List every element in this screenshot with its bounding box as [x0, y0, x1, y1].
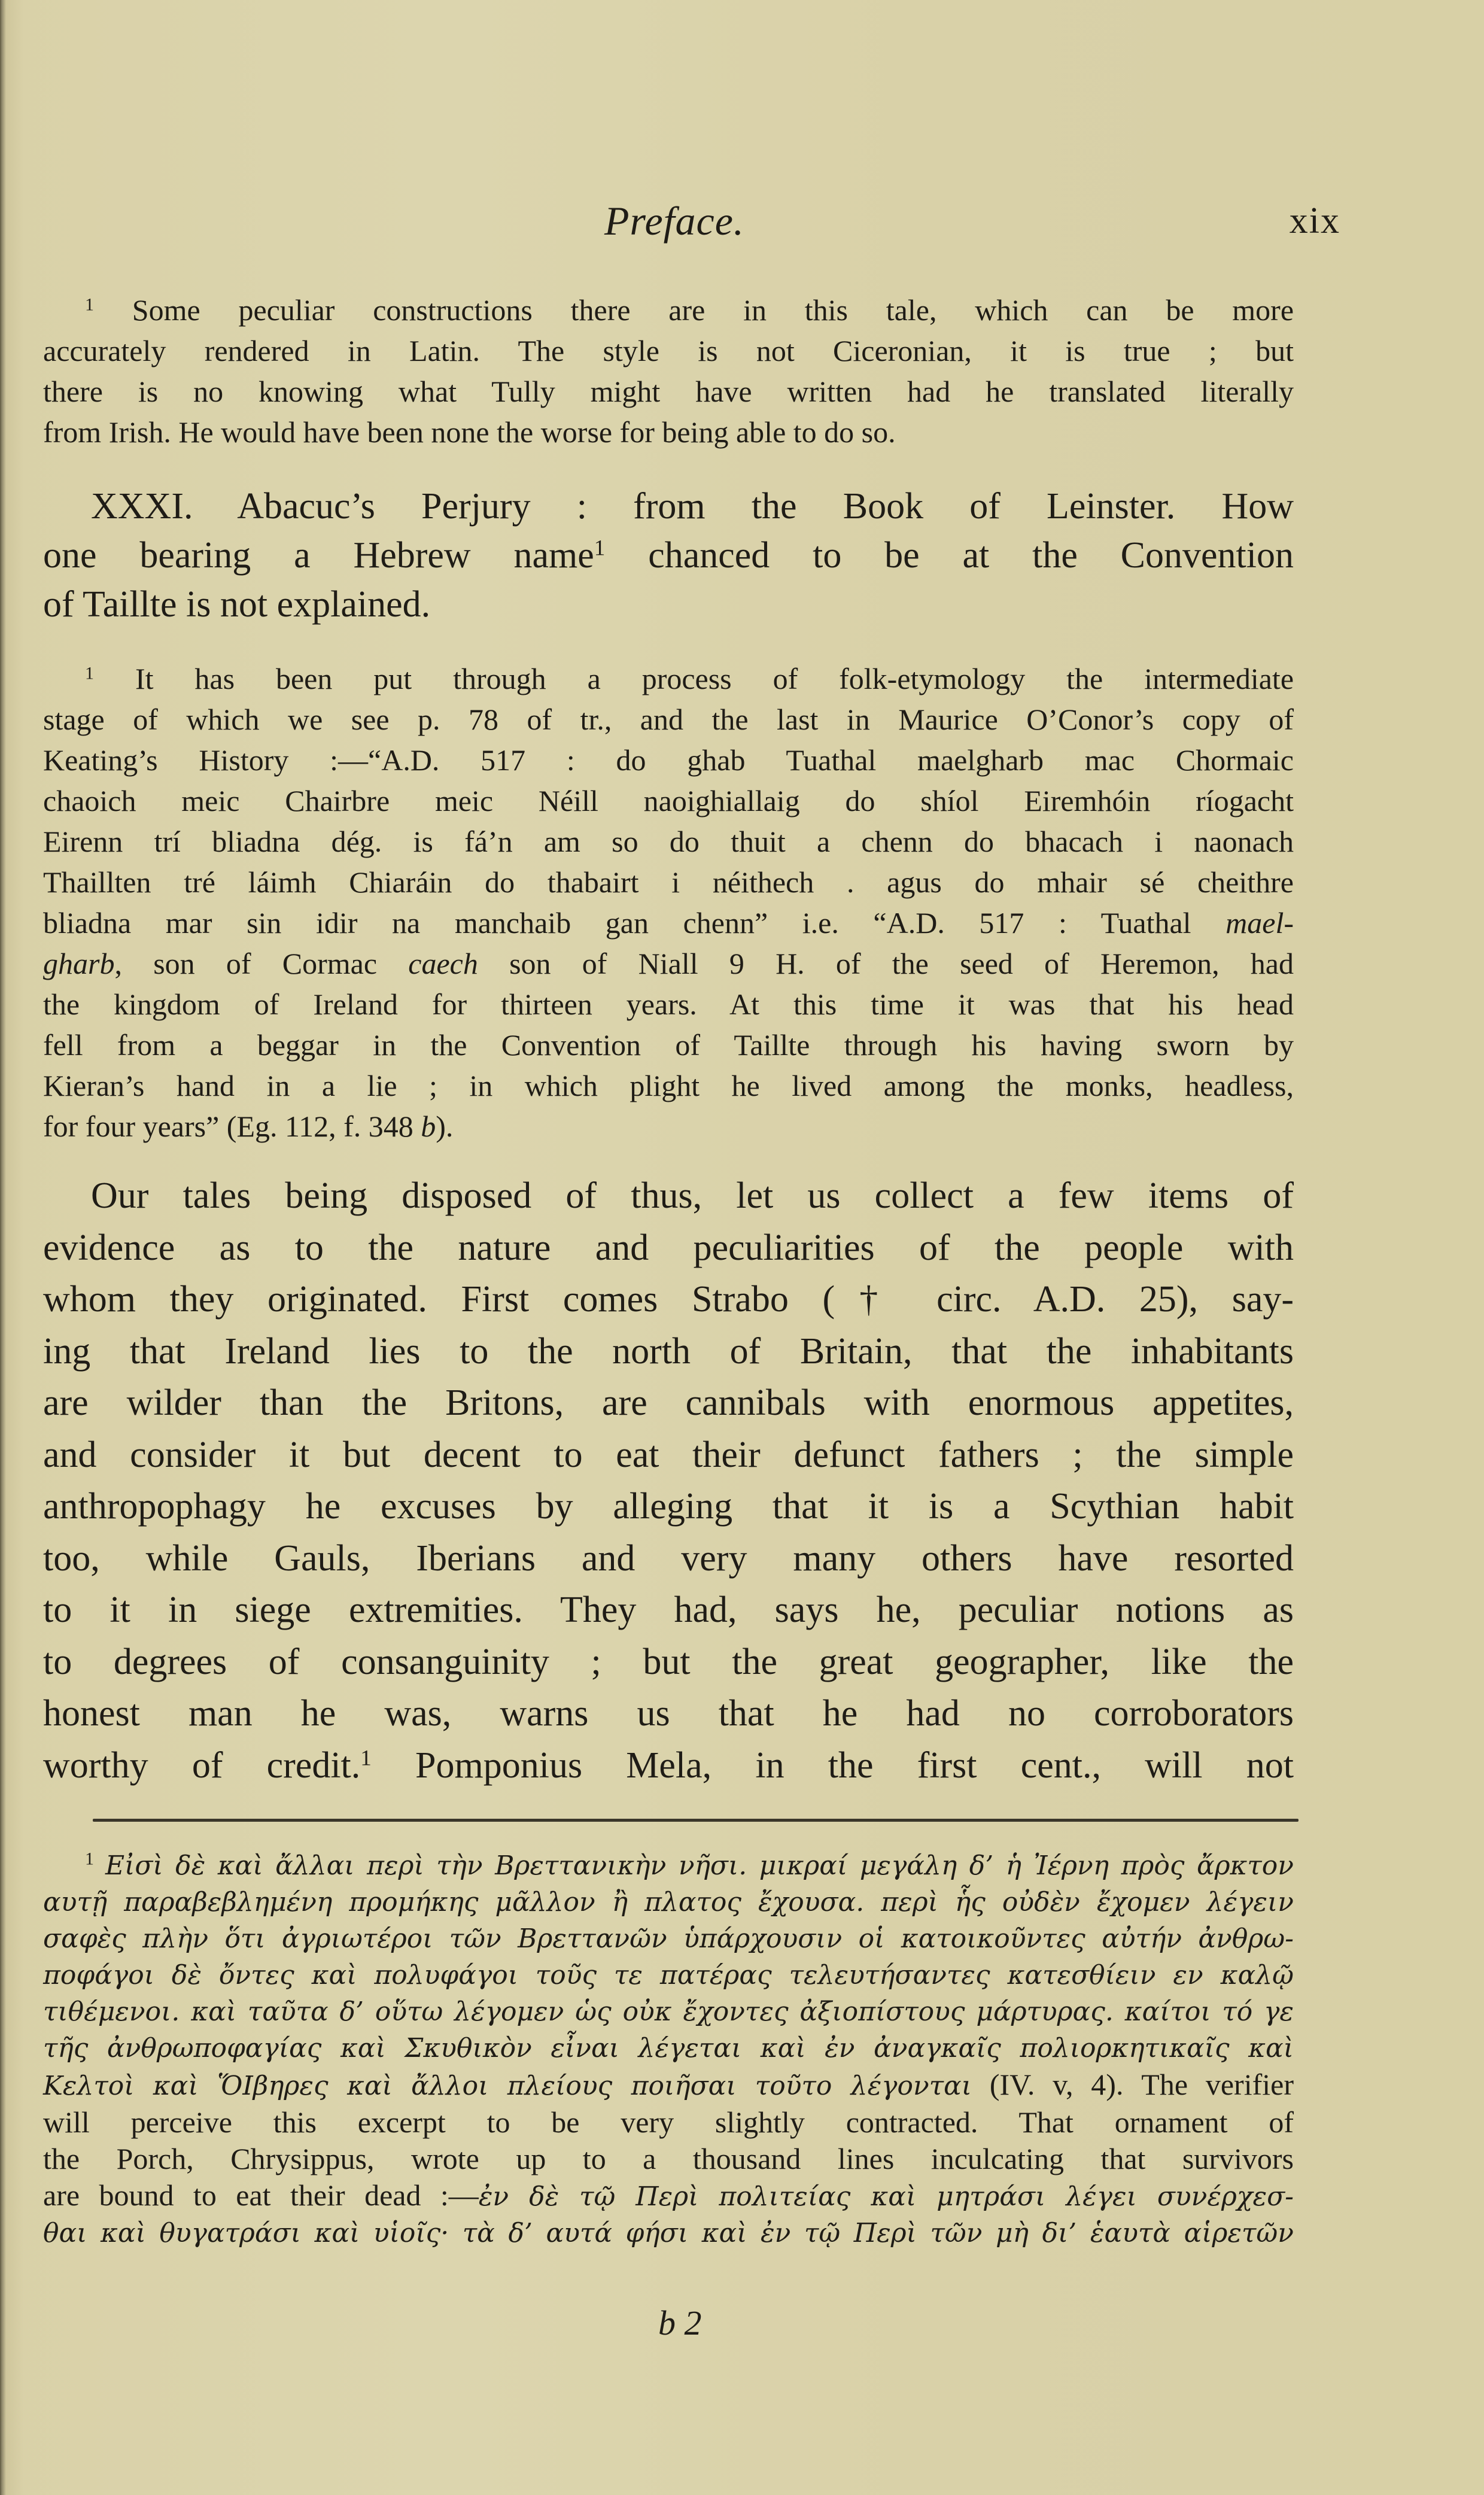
footnote-line: Thaillten tré láimh Chiaráin do thabairt i néithech . agus do mhair sé cheithre — [43, 865, 1294, 899]
paragraph-line: are wilder than the Britons, are cannibals with enormous appetites, — [43, 1382, 1294, 1423]
footnote-xxxi — [43, 658, 1294, 1147]
page-number: xix — [1289, 200, 1340, 241]
footnote-line: fell from a beggar in the Convention of Taillte through his having sworn by — [43, 1028, 1294, 1062]
paragraph-line: too, while Gauls, Iberians and very many others have resorted — [43, 1537, 1294, 1579]
footnote-line: for four years” (Eg. 112, f. 348 b). — [43, 1110, 454, 1143]
footnote-line: Kieran’s hand in a lie ; in which plight he lived among the monks, headless, — [43, 1069, 1294, 1102]
paragraph-line: whom they originated. First comes Strabo († circ. A.D. 25), say- — [43, 1279, 1294, 1320]
running-head — [604, 197, 1340, 263]
footnote-line: from Irish. He would have been none the worse for being able to do so. — [43, 415, 896, 449]
footnote-top — [43, 290, 1294, 452]
footnote-marker: 1 — [85, 1849, 94, 1869]
footnote-line: are bound to eat their dead :—ἐν δὲ τῷ Περὶ πολιτείας καὶ μητράσι λέγει συνέρχεσ- — [43, 2178, 1294, 2212]
paragraph-line: to it in siege extremities. They had, says he, peculiar notions as — [43, 1590, 1294, 1630]
footnote-marker: 1 — [85, 294, 94, 315]
footnote-line: Κελτοὶ καὶ ὍΙβηρες καὶ ἄλλοι πλείους ποιῆσαι τοῦτο λέγονται (IV. v, 4). The verifier — [43, 2068, 1294, 2101]
footnote-line: gharb, son of Cormac caech son of Niall 9 H. of the seed of Heremon, had — [43, 947, 1294, 980]
paragraph-line: anthropophagy he excuses by alleging that it is a Scythian habit — [43, 1486, 1294, 1527]
entry-heading-line: XXXI. Abacuc’s Perjury : from the Book of Leinster. How — [91, 486, 1294, 527]
footnote-ref: 1 — [594, 536, 606, 561]
paragraph-line: ing that Ireland lies to the north of Britain, that the inhabitants — [43, 1330, 1294, 1372]
footnote-line: bliadna mar sin idir na manchaib gan chenn” i.e. “A.D. 517 : Tuathal mael- — [43, 906, 1294, 940]
greek-text: Κελτοὶ καὶ ὍΙβηρες καὶ ἄλλοι πλείους ποιῆσαι τοῦτο λέγονται — [43, 2071, 972, 2101]
main-paragraph — [43, 1170, 1294, 1791]
footnote-line: stage of which we see p. 78 of tr., and the last in Maurice O’Conor’s copy of — [43, 703, 1294, 736]
greek-text: ἐν δὲ τῷ Περὶ πολιτείας καὶ μητράσι λέγει συνέρχεσ- — [478, 2181, 1294, 2212]
footnote-bottom — [43, 1846, 1294, 2251]
greek-text: αυτῇ παραβεβλημένη προμήκης μᾶλλον ἢ πλατος ἔχουσα. περὶ ἧς οὐδὲν ἔχομεν λέγειν — [43, 1887, 1294, 1917]
entry-line: of Taillte is not explained. — [43, 584, 431, 625]
paragraph-line: worthy of credit.$^1$ Pomponius Mela, in the first cent., will not — [43, 1745, 1294, 1786]
greek-text: σαφὲς πλὴν ὅτι ἀγριωτέροι τῶν Βρεττανῶν ὑπάρχουσιν οἱ κατοικοῦντες αὐτήν ἀνθρω- — [43, 1923, 1294, 1954]
footnote-divider — [93, 1819, 1298, 1822]
footnote-line: chaoich meic Chairbre meic Néill naoighiallaig do shíol Eiremhóin ríogacht — [43, 784, 1294, 818]
footnote-line — [43, 1846, 1294, 1884]
footnote-ref: 1 — [360, 1746, 372, 1771]
footnote-line: there is no knowing what Tully might have written had he translated literally — [43, 375, 1294, 408]
footnote-line: $^1$ Some peculiar constructions there are in this tale, which can be more — [85, 293, 1294, 327]
footnote-marker: 1 — [85, 663, 94, 683]
greek-text: τιθέμενοι. καὶ ταῦτα δ’ οὕτω λέγομεν ὡς οὐκ ἔχοντες ἀξιοπίστους μάρτυρας. καίτοι τό γε — [43, 1996, 1294, 2027]
entry-xxxi — [43, 482, 1294, 629]
paragraph-line: evidence as to the nature and peculiarities of the people with — [43, 1227, 1294, 1268]
footnote-line: accurately rendered in Latin. The style is not Ciceronian, it is true ; but — [43, 334, 1294, 367]
footnote-line: will perceive this excerpt to be very slightly contracted. That ornament of — [43, 2105, 1294, 2139]
paragraph-line: Our tales being disposed of thus, let us collect a few items of — [91, 1175, 1294, 1216]
paragraph-line: and consider it but decent to eat their defunct fathers ; the simple — [43, 1434, 1294, 1475]
greek-text: Εἰσὶ δὲ καὶ ἄλλαι περὶ τὴν Βρεττανικὴν νῆσι. μικραί μεγάλη δ’ ἡ Ἰέρνη πρὸς ἄρκτον — [105, 1850, 1294, 1881]
signature-mark: b 2 — [658, 2303, 702, 2342]
running-title: Preface. — [604, 198, 744, 244]
footnote-line: the Porch, Chrysippus, wrote up to a thousand lines inculcating that survivors — [43, 2142, 1294, 2175]
paragraph-line: to degrees of consanguinity ; but the great geographer, like the — [43, 1641, 1294, 1682]
footnote-line: Keating’s History :—“A.D. 517 : do ghab Tuathal maelgharb mac Chormaic — [43, 743, 1294, 777]
paragraph-line: honest man he was, warns us that he had no corroborators — [43, 1693, 1294, 1734]
greek-text: τῆς ἀνθρωποφαγίας καὶ Σκυθικὸν εἶναι λέγεται καὶ ἐν ἀναγκαῖς πολιορκητικαῖς καὶ — [43, 2033, 1294, 2064]
entry-line: one bearing a Hebrew name$^1$ chanced to be at the Convention — [43, 535, 1294, 576]
footnote-line: Eirenn trí bliadna dég. is fá’n am so do thuit a chenn do bhacach i naonach — [43, 825, 1294, 858]
greek-text: θαι καὶ θυγατράσι καὶ υἱοῖς· τὰ δ’ αυτά φήσι καὶ ἐν τῷ Περὶ τῶν μὴ δι’ ἑαυτὰ αἱρετῶν — [43, 2218, 1294, 2248]
footnote-line: the kingdom of Ireland for thirteen years. At this time it was that his head — [43, 987, 1294, 1021]
footnote-line: $^1$ It has been put through a process of folk-etymology the intermediate — [85, 662, 1294, 695]
greek-text: ποφάγοι δὲ ὄντες καὶ πολυφάγοι τοῦς τε πατέρας τελευτήσαντες κατεσθίειν εν καλῷ — [43, 1960, 1294, 1990]
